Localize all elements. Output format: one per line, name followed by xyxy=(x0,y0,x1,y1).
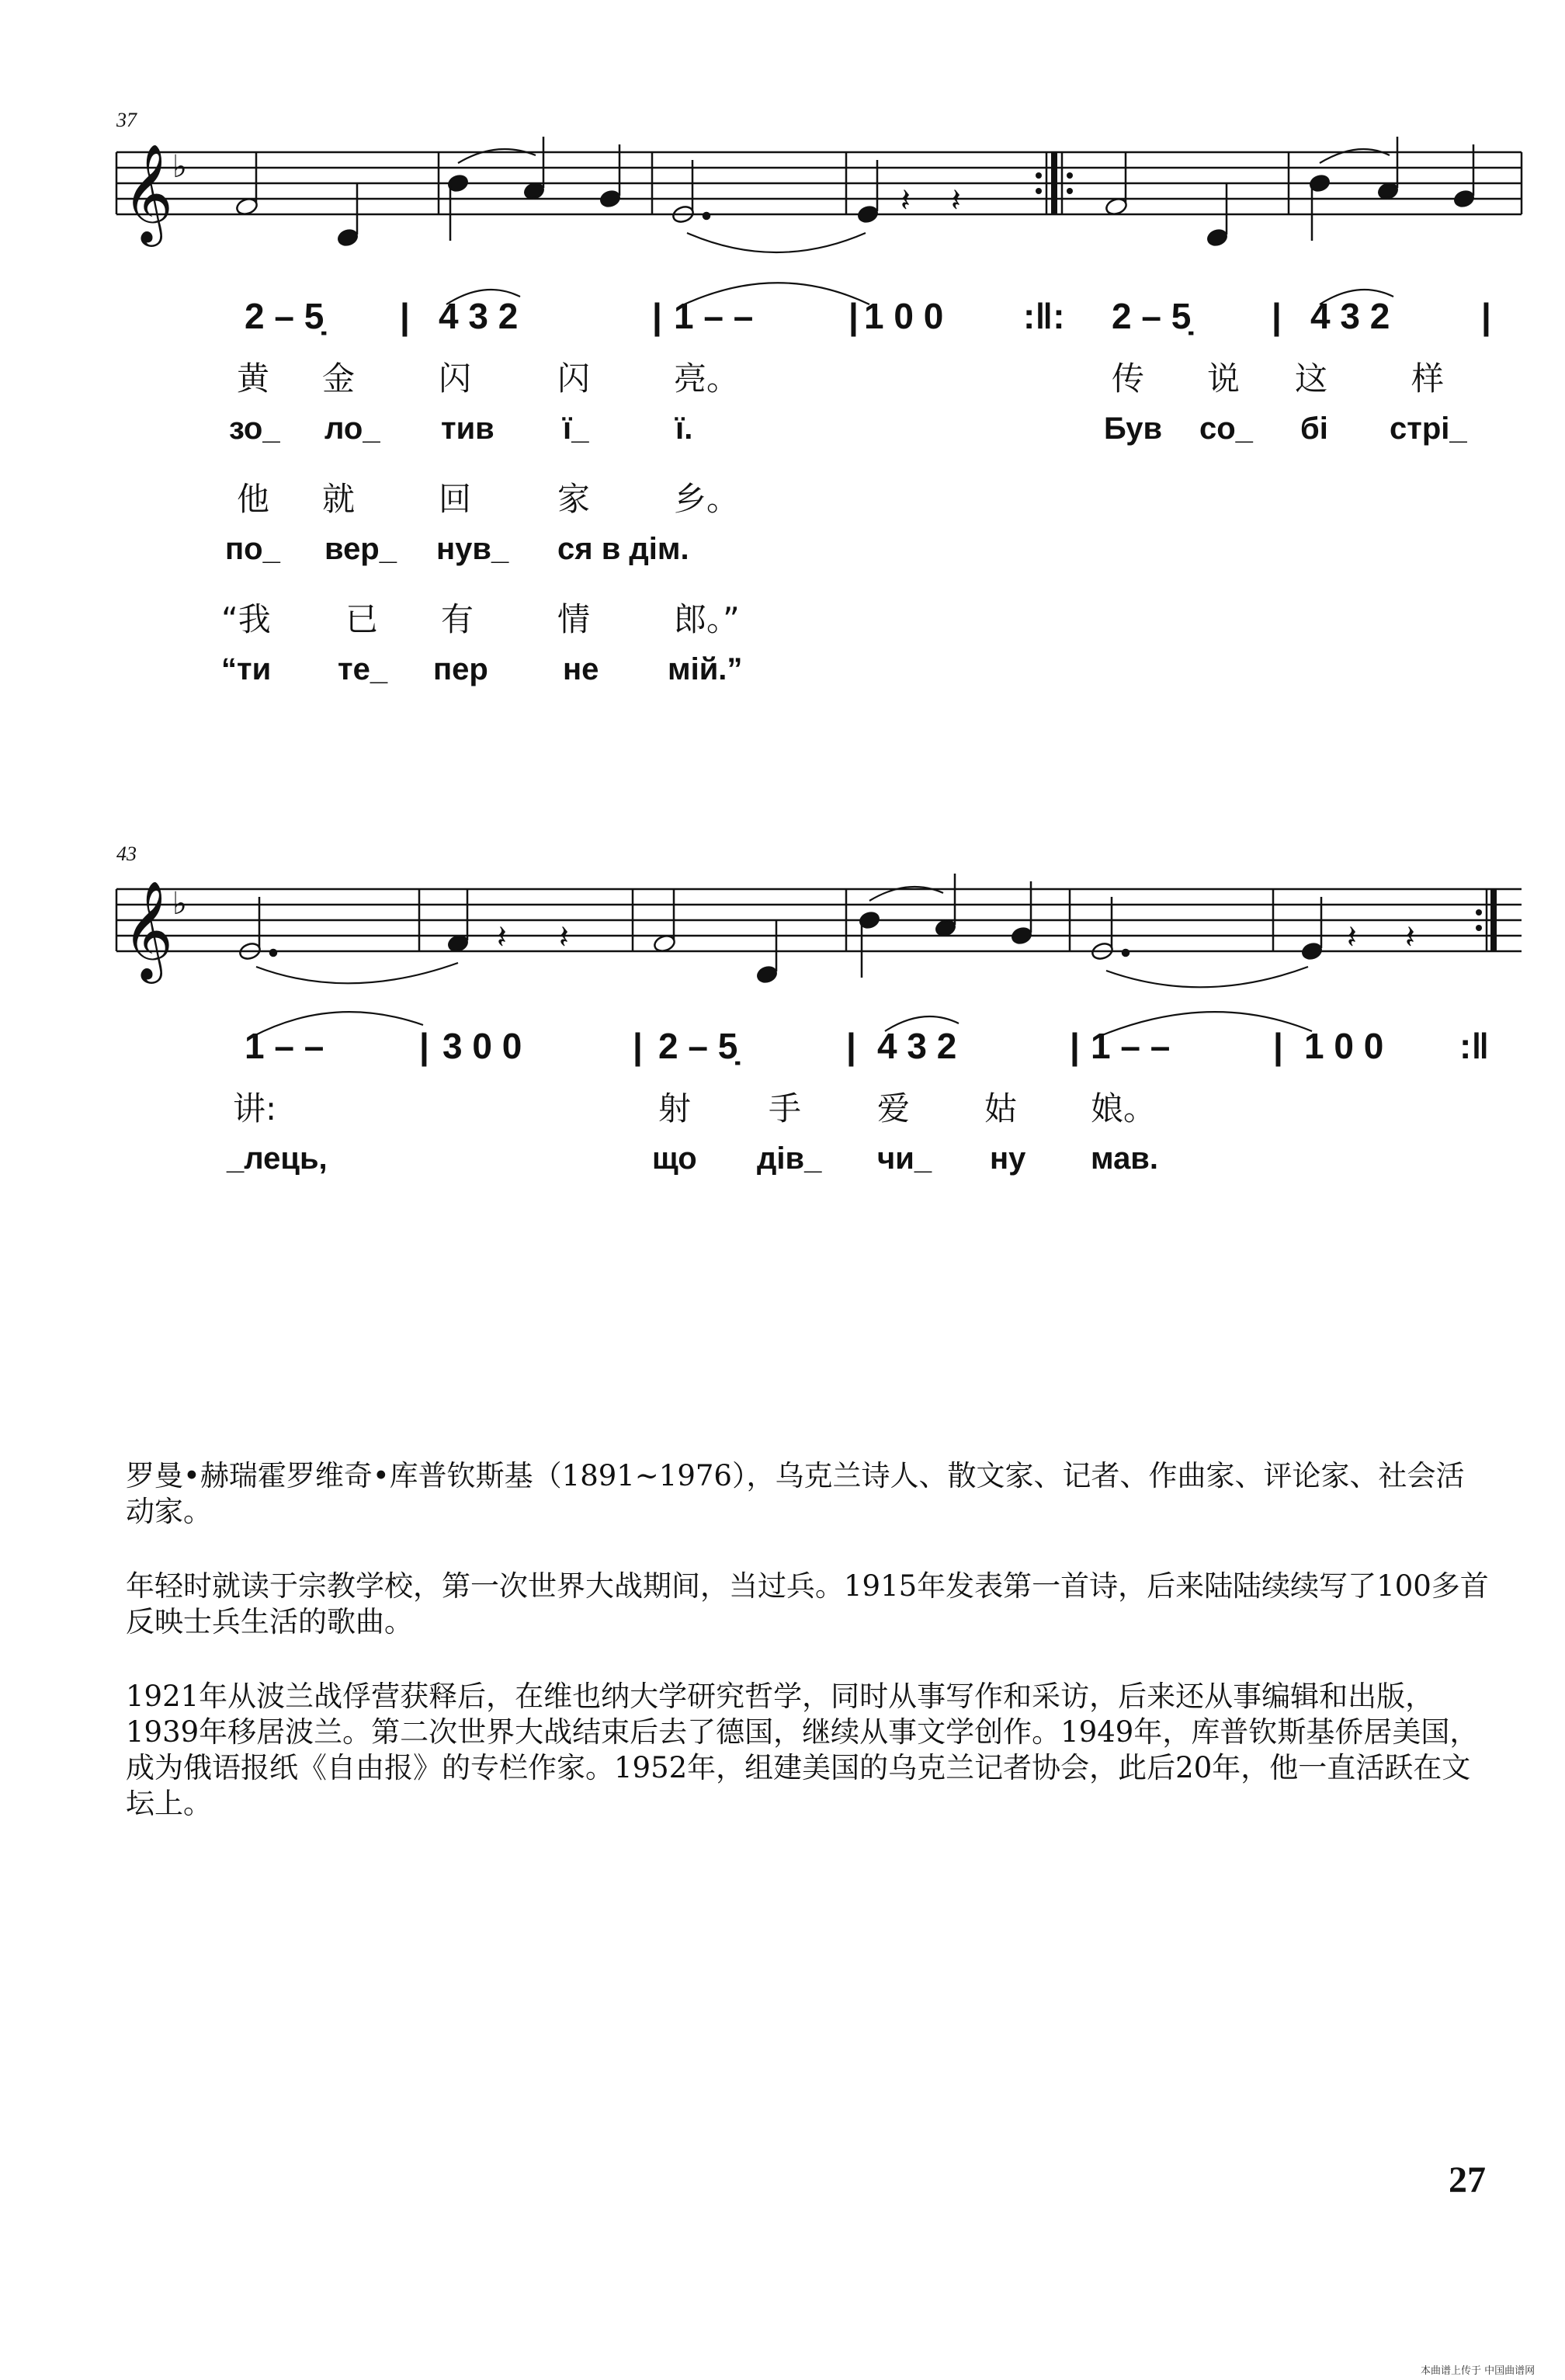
jianpu-token: 3 0 0 xyxy=(442,1026,522,1066)
lyric-word: 回 xyxy=(439,480,472,518)
jianpu-token: | xyxy=(1070,1026,1080,1066)
lyric-word: 这 xyxy=(1295,360,1328,398)
lyric-word: ну xyxy=(990,1141,1026,1176)
lyric-word: 郎。” xyxy=(674,600,740,638)
lyric-word: ї. xyxy=(675,412,693,446)
jianpu-token: | xyxy=(1272,296,1282,336)
jianpu-token: :‖: xyxy=(1023,296,1065,336)
lyric-word: мій.” xyxy=(668,652,743,686)
paragraph: 年轻时就读于宗教学校，第一次世界大战期间，当过兵。1915年发表第一首诗，后来陆陆续续写了100多首反映士兵生活的歌曲。 xyxy=(126,1569,1489,1638)
lyric-word: нув_ xyxy=(436,532,509,566)
jianpu-token: | xyxy=(419,1026,429,1066)
jianpu-token: 1 – – xyxy=(1091,1026,1171,1066)
measure-number: 43 xyxy=(116,843,137,865)
lyric-word: тив xyxy=(441,412,494,446)
jianpu-token: 1 0 0 xyxy=(864,296,944,336)
lyric-word: мав. xyxy=(1091,1141,1159,1176)
lyric-word: 黄 xyxy=(237,360,270,398)
svg-text:♭: ♭ xyxy=(172,886,187,922)
lyric-word: со_ xyxy=(1199,412,1253,446)
lyric-word: 传 xyxy=(1112,360,1145,398)
lyric-word: ло_ xyxy=(324,412,380,446)
lyric-word: 射 xyxy=(658,1089,692,1127)
lyric-word: 姑 xyxy=(984,1089,1018,1127)
lyric-word: дів_ xyxy=(757,1141,822,1176)
lyric-word: 闪 xyxy=(557,360,591,398)
lyric-word: те_ xyxy=(338,652,388,686)
lyric-word: 就 xyxy=(322,480,356,518)
lyric-word: Був xyxy=(1104,412,1163,446)
lyric-word: не xyxy=(563,652,599,686)
lyric-word: 情 xyxy=(557,600,591,638)
svg-text:𝄽: 𝄽 xyxy=(951,181,961,219)
lyric-word: ї_ xyxy=(563,412,589,446)
jianpu-token: | xyxy=(1273,1026,1283,1066)
svg-text:𝄽: 𝄽 xyxy=(900,181,911,219)
lyric-word: 娘。 xyxy=(1091,1089,1157,1127)
lyric-word: 已 xyxy=(345,600,379,638)
svg-text:𝄽: 𝄽 xyxy=(559,918,569,956)
lyric-word: 说 xyxy=(1207,360,1241,398)
jianpu-token: 1 – – xyxy=(674,296,754,336)
jianpu-token: 4 3 2 xyxy=(439,296,519,336)
lyric-word: 样 xyxy=(1411,360,1445,398)
jianpu-token: | xyxy=(633,1026,643,1066)
lyric-word: 他 xyxy=(237,480,270,518)
lyric-word: 爱 xyxy=(877,1089,911,1127)
lyric-word: “ти xyxy=(221,652,272,686)
lyric-word: ся в дім. xyxy=(557,532,689,566)
page-number: 27 xyxy=(1449,2159,1486,2201)
jianpu-token: | xyxy=(1481,296,1491,336)
measure-number: 37 xyxy=(116,109,137,131)
lyric-word: що xyxy=(652,1141,697,1176)
jianpu-slurs xyxy=(0,0,1565,1087)
lyric-word: 乡。 xyxy=(674,480,740,518)
lyric-word: бі xyxy=(1300,412,1328,446)
jianpu-token: | xyxy=(400,296,410,336)
svg-text:♭: ♭ xyxy=(172,149,187,185)
svg-text:𝄽: 𝄽 xyxy=(1347,918,1357,956)
lyric-word: по_ xyxy=(225,532,280,566)
jianpu-token: 2 – 5̣ xyxy=(1112,296,1192,336)
jianpu-token: 1 0 0 xyxy=(1304,1026,1384,1066)
svg-text:𝄞: 𝄞 xyxy=(123,880,174,979)
footer-credit: 本曲谱上传于 中国曲谱网 xyxy=(1421,2365,1536,2377)
jianpu-token: 4 3 2 xyxy=(877,1026,957,1066)
lyric-word: 家 xyxy=(557,480,591,518)
jianpu-token: :‖ xyxy=(1459,1026,1490,1066)
lyric-word: 手 xyxy=(769,1089,802,1127)
lyric-word: 亮。 xyxy=(674,360,740,398)
jianpu-token: | xyxy=(848,296,859,336)
jianpu-token: 2 – 5̣ xyxy=(658,1026,738,1066)
lyric-word: зо_ xyxy=(229,412,280,446)
jianpu-token: | xyxy=(652,296,662,336)
lyric-word: 讲: xyxy=(233,1089,277,1127)
lyric-word: “我 xyxy=(221,600,271,638)
svg-text:𝄽: 𝄽 xyxy=(1405,918,1415,956)
jianpu-token: | xyxy=(846,1026,856,1066)
svg-text:𝄞: 𝄞 xyxy=(123,143,174,242)
paragraph: 1921年从波兰战俘营获释后，在维也纳大学研究哲学，同时从事写作和采访，后来还从事编辑和出版，1939年移居波兰。第二次世界大战结束后去了德国，继续从事文学创作。1949年，库普钦斯基侨居美国，成为俄语报纸《自由报》的专栏作家。1952年，组建美国的乌克兰记者协会，此后20年，他一直活跃在文坛上。 xyxy=(126,1680,1479,1820)
lyric-word: стрі_ xyxy=(1390,412,1467,446)
lyric-word: _лець, xyxy=(227,1141,328,1176)
svg-text:𝄽: 𝄽 xyxy=(497,918,507,956)
lyric-word: 金 xyxy=(322,360,356,398)
paragraph: 罗曼•赫瑞霍罗维奇•库普钦斯基（1891~1976），乌克兰诗人、散文家、记者、作曲家、评论家、社会活动家。 xyxy=(126,1459,1465,1528)
jianpu-token: 1 – – xyxy=(245,1026,324,1066)
lyric-word: чи_ xyxy=(877,1141,932,1176)
lyric-word: пер xyxy=(433,652,488,686)
jianpu-token: 2 – 5̣ xyxy=(245,296,324,336)
lyric-word: вер_ xyxy=(324,532,397,566)
biography-text xyxy=(126,1458,1492,1861)
jianpu-token: 4 3 2 xyxy=(1310,296,1390,336)
lyric-word: 闪 xyxy=(439,360,472,398)
lyric-word: 有 xyxy=(441,600,474,638)
